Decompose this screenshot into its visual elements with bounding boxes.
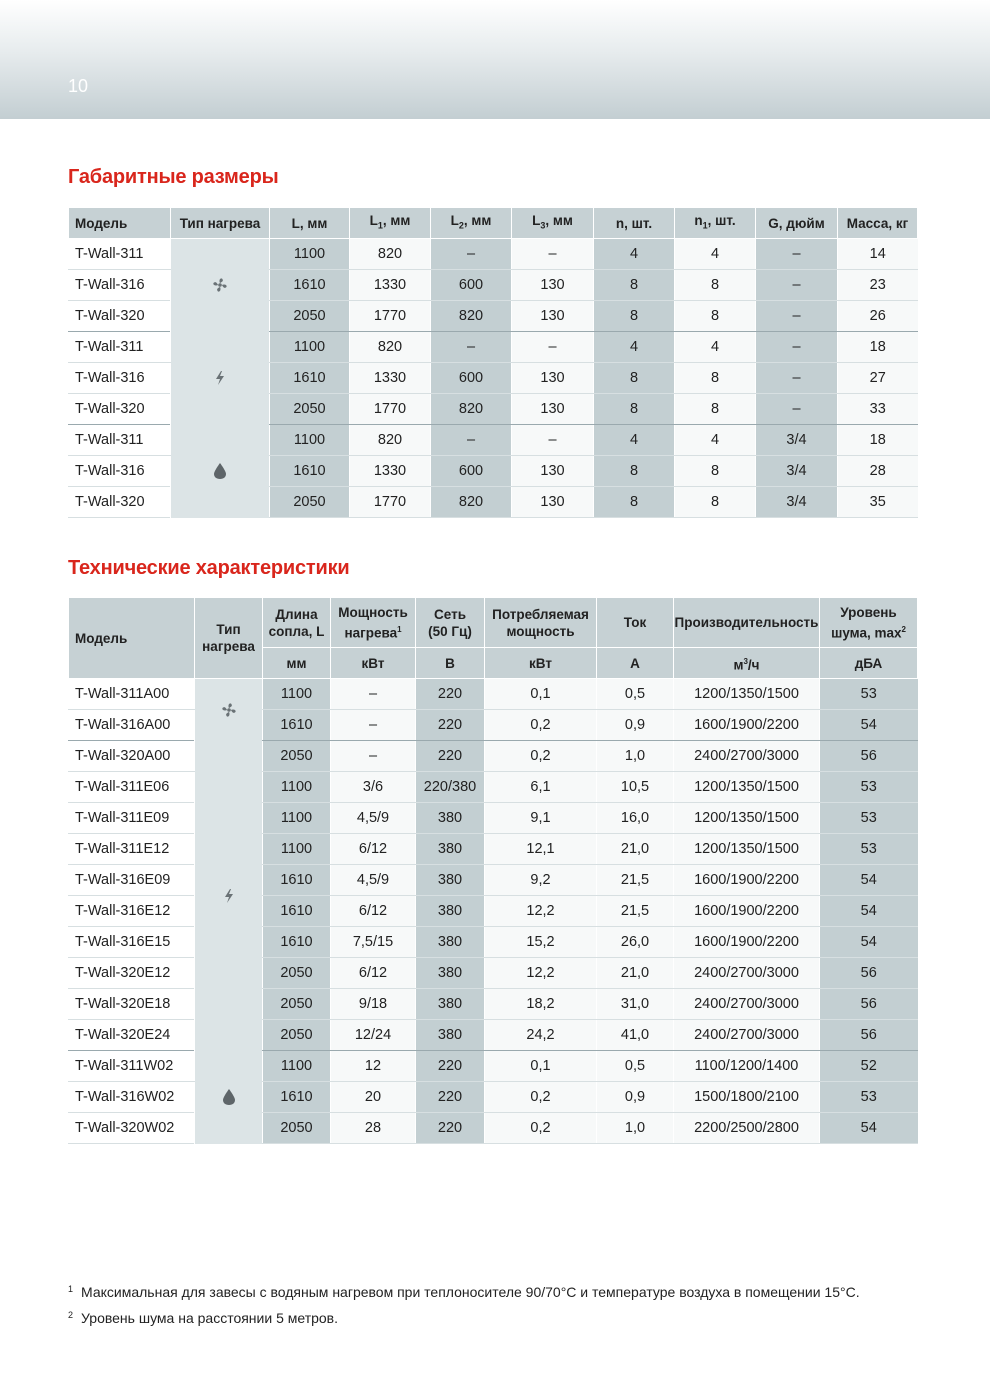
n-cell: 4 — [594, 425, 675, 456]
L1-cell: 1330 — [350, 363, 431, 394]
L2-cell: – — [431, 239, 512, 270]
L3-cell: – — [512, 425, 594, 456]
power-cell: 6/12 — [331, 834, 416, 865]
L2-cell: 600 — [431, 456, 512, 487]
L2-cell: 820 — [431, 487, 512, 518]
G-cell: – — [756, 363, 838, 394]
L3-cell: – — [512, 239, 594, 270]
water-drop-icon — [222, 1089, 236, 1105]
L1-cell: 820 — [350, 332, 431, 363]
footnote-1: $^1$ Максимальная для завесы с водяным нагревом при теплоносителе 90/70°С и температуре воздуха в помещении 15°С. — [68, 1284, 860, 1300]
noise-cell: 56 — [820, 1020, 918, 1051]
model-cell: T-Wall-316E15 — [69, 927, 195, 958]
dims-table — [68, 207, 918, 518]
n-cell: 8 — [594, 394, 675, 425]
nozzle-length-cell: 1610 — [263, 1082, 331, 1113]
consumption-cell: 9,1 — [485, 803, 597, 834]
net-cell: 380 — [416, 927, 485, 958]
mass-cell: 18 — [838, 425, 918, 456]
dims-header-L1: $L_1$, мм — [350, 208, 431, 239]
consumption-cell: 0,2 — [485, 1082, 597, 1113]
G-cell: 3/4 — [756, 456, 838, 487]
tech-unit-current: А — [597, 648, 674, 679]
noise-cell: 54 — [820, 865, 918, 896]
capacity-cell: 1200/1350/1500 — [674, 772, 820, 803]
net-cell: 220 — [416, 710, 485, 741]
L-cell: 1610 — [270, 456, 350, 487]
dims-header-L2: $L_2$, мм — [431, 208, 512, 239]
tech-unit-noise: дБА — [820, 648, 918, 679]
model-cell: T-Wall-316 — [69, 456, 171, 487]
n-cell: 8 — [594, 363, 675, 394]
n1-cell: 8 — [675, 270, 756, 301]
n-cell: 4 — [594, 239, 675, 270]
current-cell: 21,5 — [597, 865, 674, 896]
dims-header-model: Модель — [69, 208, 171, 239]
capacity-cell: 1200/1350/1500 — [674, 679, 820, 710]
L-cell: 1610 — [270, 270, 350, 301]
header-band — [0, 0, 990, 119]
tech-unit-nozzle: мм — [263, 648, 331, 679]
capacity-cell: 2400/2700/3000 — [674, 1020, 820, 1051]
n1-cell: 8 — [675, 487, 756, 518]
footnote-2: $^2$ Уровень шума на расстоянии 5 метров. — [68, 1310, 339, 1326]
power-cell: – — [331, 710, 416, 741]
G-cell: 3/4 — [756, 487, 838, 518]
net-cell: 380 — [416, 865, 485, 896]
tech-header-nozzle: Длина сопла, L — [263, 598, 331, 648]
power-cell: 28 — [331, 1113, 416, 1144]
L3-cell: – — [512, 332, 594, 363]
L3-cell: 130 — [512, 456, 594, 487]
tech-title: Технические характеристики — [68, 557, 350, 579]
net-cell: 220 — [416, 741, 485, 772]
power-cell: 3/6 — [331, 772, 416, 803]
L-cell: 1100 — [270, 425, 350, 456]
net-cell: 220/380 — [416, 772, 485, 803]
tech-header-power: Мощность нагрева$^1$ — [331, 598, 416, 648]
noise-cell: 54 — [820, 1113, 918, 1144]
noise-cell: 54 — [820, 896, 918, 927]
n1-cell: 8 — [675, 456, 756, 487]
consumption-cell: 6,1 — [485, 772, 597, 803]
current-cell: 0,9 — [597, 710, 674, 741]
current-cell: 41,0 — [597, 1020, 674, 1051]
dims-title: Габаритные размеры — [68, 166, 279, 188]
dims-header-G: G, дюйм — [756, 208, 838, 239]
L2-cell: 820 — [431, 301, 512, 332]
L1-cell: 1330 — [350, 456, 431, 487]
G-cell: – — [756, 394, 838, 425]
L2-cell: 820 — [431, 394, 512, 425]
power-cell: 6/12 — [331, 958, 416, 989]
mass-cell: 33 — [838, 394, 918, 425]
model-cell: T-Wall-311E09 — [69, 803, 195, 834]
power-cell: 4,5/9 — [331, 803, 416, 834]
model-cell: T-Wall-320E12 — [69, 958, 195, 989]
mass-cell: 28 — [838, 456, 918, 487]
G-cell: – — [756, 332, 838, 363]
tech-unit-net: В — [416, 648, 485, 679]
net-cell: 380 — [416, 803, 485, 834]
model-cell: T-Wall-311A00 — [69, 679, 195, 710]
current-cell: 21,5 — [597, 896, 674, 927]
mass-cell: 35 — [838, 487, 918, 518]
net-cell: 220 — [416, 679, 485, 710]
G-cell: – — [756, 301, 838, 332]
nozzle-length-cell: 1100 — [263, 772, 331, 803]
nozzle-length-cell: 2050 — [263, 958, 331, 989]
nozzle-length-cell: 2050 — [263, 741, 331, 772]
power-cell: 12 — [331, 1051, 416, 1082]
L2-cell: – — [431, 332, 512, 363]
tech-header-current: Ток — [597, 598, 674, 648]
mass-cell: 18 — [838, 332, 918, 363]
n1-cell: 4 — [675, 332, 756, 363]
tech-header-model: Модель — [69, 598, 195, 679]
L1-cell: 1330 — [350, 270, 431, 301]
power-cell: 7,5/15 — [331, 927, 416, 958]
current-cell: 0,5 — [597, 679, 674, 710]
n-cell: 8 — [594, 270, 675, 301]
net-cell: 220 — [416, 1051, 485, 1082]
mass-cell: 27 — [838, 363, 918, 394]
net-cell: 380 — [416, 1020, 485, 1051]
net-cell: 220 — [416, 1082, 485, 1113]
tech-header-noise: Уровень шума, $\max^2$ — [820, 598, 918, 648]
capacity-cell: 1100/1200/1400 — [674, 1051, 820, 1082]
consumption-cell: 24,2 — [485, 1020, 597, 1051]
power-cell: 20 — [331, 1082, 416, 1113]
G-cell: – — [756, 270, 838, 301]
page-number: 10 — [68, 76, 89, 96]
lightning-icon — [214, 370, 226, 386]
mass-cell: 23 — [838, 270, 918, 301]
model-cell: T-Wall-320 — [69, 487, 171, 518]
tech-unit-power: кВт — [331, 648, 416, 679]
consumption-cell: 0,2 — [485, 1113, 597, 1144]
tech-header-capacity: Производительность — [674, 598, 820, 648]
noise-cell: 53 — [820, 1082, 918, 1113]
lightning-icon — [223, 887, 235, 903]
tech-unit-capacity: $м^3/ч$ — [674, 648, 820, 679]
table-row — [69, 1051, 918, 1082]
tech-header-net: Сеть (50 Гц) — [416, 598, 485, 648]
model-cell: T-Wall-316E09 — [69, 865, 195, 896]
dims-header-type: Тип нагрева — [171, 208, 270, 239]
L1-cell: 1770 — [350, 487, 431, 518]
n1-cell: 8 — [675, 363, 756, 394]
capacity-cell: 1600/1900/2200 — [674, 896, 820, 927]
mass-cell: 26 — [838, 301, 918, 332]
capacity-cell: 2400/2700/3000 — [674, 989, 820, 1020]
model-cell: T-Wall-316 — [69, 363, 171, 394]
dims-header-n1: $n_1$, шт. — [675, 208, 756, 239]
nozzle-length-cell: 1100 — [263, 1051, 331, 1082]
capacity-cell: 1500/1800/2100 — [674, 1082, 820, 1113]
capacity-cell: 1600/1900/2200 — [674, 927, 820, 958]
n-cell: 8 — [594, 487, 675, 518]
L-cell: 2050 — [270, 301, 350, 332]
capacity-cell: 2200/2500/2800 — [674, 1113, 820, 1144]
noise-cell: 56 — [820, 958, 918, 989]
L2-cell: 600 — [431, 270, 512, 301]
net-cell: 380 — [416, 896, 485, 927]
power-cell: – — [331, 741, 416, 772]
current-cell: 31,0 — [597, 989, 674, 1020]
nozzle-length-cell: 2050 — [263, 1020, 331, 1051]
table-row — [69, 741, 918, 772]
model-cell: T-Wall-311 — [69, 239, 171, 270]
consumption-cell: 0,2 — [485, 741, 597, 772]
capacity-cell: 1200/1350/1500 — [674, 803, 820, 834]
power-cell: 6/12 — [331, 896, 416, 927]
consumption-cell: 9,2 — [485, 865, 597, 896]
nozzle-length-cell: 1610 — [263, 927, 331, 958]
tech-table — [68, 597, 918, 1144]
noise-cell: 53 — [820, 679, 918, 710]
consumption-cell: 15,2 — [485, 927, 597, 958]
nozzle-length-cell: 1610 — [263, 710, 331, 741]
current-cell: 0,5 — [597, 1051, 674, 1082]
L-cell: 1100 — [270, 239, 350, 270]
n1-cell: 4 — [675, 425, 756, 456]
model-cell: T-Wall-311E12 — [69, 834, 195, 865]
L2-cell: 600 — [431, 363, 512, 394]
water-drop-icon — [213, 463, 227, 479]
current-cell: 21,0 — [597, 834, 674, 865]
fan-icon — [220, 702, 238, 718]
nozzle-length-cell: 1100 — [263, 834, 331, 865]
current-cell: 26,0 — [597, 927, 674, 958]
L1-cell: 1770 — [350, 301, 431, 332]
fan-icon — [211, 277, 229, 293]
power-cell: – — [331, 679, 416, 710]
L3-cell: 130 — [512, 487, 594, 518]
mass-cell: 14 — [838, 239, 918, 270]
noise-cell: 52 — [820, 1051, 918, 1082]
current-cell: 0,9 — [597, 1082, 674, 1113]
nozzle-length-cell: 2050 — [263, 1113, 331, 1144]
n1-cell: 8 — [675, 394, 756, 425]
L-cell: 2050 — [270, 487, 350, 518]
nozzle-length-cell: 1100 — [263, 803, 331, 834]
heating-type-cell — [195, 1051, 263, 1144]
nozzle-length-cell: 1610 — [263, 865, 331, 896]
consumption-cell: 0,2 — [485, 710, 597, 741]
model-cell: T-Wall-311 — [69, 425, 171, 456]
n-cell: 8 — [594, 301, 675, 332]
consumption-cell: 18,2 — [485, 989, 597, 1020]
model-cell: T-Wall-311E06 — [69, 772, 195, 803]
G-cell: – — [756, 239, 838, 270]
tech-unit-consumption: кВт — [485, 648, 597, 679]
consumption-cell: 12,2 — [485, 958, 597, 989]
model-cell: T-Wall-316A00 — [69, 710, 195, 741]
model-cell: T-Wall-311 — [69, 332, 171, 363]
nozzle-length-cell: 2050 — [263, 989, 331, 1020]
model-cell: T-Wall-316E12 — [69, 896, 195, 927]
heating-type-cell — [171, 425, 270, 518]
current-cell: 1,0 — [597, 1113, 674, 1144]
noise-cell: 54 — [820, 927, 918, 958]
power-cell: 12/24 — [331, 1020, 416, 1051]
nozzle-length-cell: 1100 — [263, 679, 331, 710]
model-cell: T-Wall-320W02 — [69, 1113, 195, 1144]
consumption-cell: 0,1 — [485, 1051, 597, 1082]
net-cell: 380 — [416, 958, 485, 989]
L3-cell: 130 — [512, 270, 594, 301]
n1-cell: 8 — [675, 301, 756, 332]
table-row — [69, 679, 918, 710]
current-cell: 1,0 — [597, 741, 674, 772]
noise-cell: 53 — [820, 834, 918, 865]
n-cell: 8 — [594, 456, 675, 487]
heating-type-cell — [195, 679, 263, 741]
n1-cell: 4 — [675, 239, 756, 270]
heating-type-cell — [171, 239, 270, 332]
table-row — [69, 332, 918, 363]
L3-cell: 130 — [512, 394, 594, 425]
model-cell: T-Wall-320E24 — [69, 1020, 195, 1051]
table-row — [69, 239, 918, 270]
noise-cell: 53 — [820, 803, 918, 834]
current-cell: 16,0 — [597, 803, 674, 834]
net-cell: 220 — [416, 1113, 485, 1144]
model-cell: T-Wall-320E18 — [69, 989, 195, 1020]
noise-cell: 56 — [820, 989, 918, 1020]
model-cell: T-Wall-316W02 — [69, 1082, 195, 1113]
dims-header-L: L, мм — [270, 208, 350, 239]
capacity-cell: 1200/1350/1500 — [674, 834, 820, 865]
net-cell: 380 — [416, 989, 485, 1020]
capacity-cell: 2400/2700/3000 — [674, 741, 820, 772]
L1-cell: 820 — [350, 425, 431, 456]
consumption-cell: 12,2 — [485, 896, 597, 927]
dims-header-L3: $L_3$, мм — [512, 208, 594, 239]
tech-header-type: Тип нагрева — [195, 598, 263, 679]
capacity-cell: 2400/2700/3000 — [674, 958, 820, 989]
power-cell: 9/18 — [331, 989, 416, 1020]
noise-cell: 54 — [820, 710, 918, 741]
L-cell: 1610 — [270, 363, 350, 394]
dims-header-mass: Масса, кг — [838, 208, 918, 239]
L1-cell: 820 — [350, 239, 431, 270]
model-cell: T-Wall-316 — [69, 270, 171, 301]
heating-type-cell — [195, 741, 263, 1051]
table-row — [69, 425, 918, 456]
noise-cell: 56 — [820, 741, 918, 772]
current-cell: 21,0 — [597, 958, 674, 989]
L-cell: 1100 — [270, 332, 350, 363]
current-cell: 10,5 — [597, 772, 674, 803]
capacity-cell: 1600/1900/2200 — [674, 710, 820, 741]
L-cell: 2050 — [270, 394, 350, 425]
model-cell: T-Wall-311W02 — [69, 1051, 195, 1082]
L3-cell: 130 — [512, 301, 594, 332]
L2-cell: – — [431, 425, 512, 456]
net-cell: 380 — [416, 834, 485, 865]
L3-cell: 130 — [512, 363, 594, 394]
consumption-cell: 0,1 — [485, 679, 597, 710]
dims-header-n: n, шт. — [594, 208, 675, 239]
nozzle-length-cell: 1610 — [263, 896, 331, 927]
power-cell: 4,5/9 — [331, 865, 416, 896]
capacity-cell: 1600/1900/2200 — [674, 865, 820, 896]
L1-cell: 1770 — [350, 394, 431, 425]
heating-type-cell — [171, 332, 270, 425]
noise-cell: 53 — [820, 772, 918, 803]
model-cell: T-Wall-320 — [69, 301, 171, 332]
G-cell: 3/4 — [756, 425, 838, 456]
tech-header-consumption: Потребляемая мощность — [485, 598, 597, 648]
n-cell: 4 — [594, 332, 675, 363]
consumption-cell: 12,1 — [485, 834, 597, 865]
model-cell: T-Wall-320 — [69, 394, 171, 425]
model-cell: T-Wall-320A00 — [69, 741, 195, 772]
